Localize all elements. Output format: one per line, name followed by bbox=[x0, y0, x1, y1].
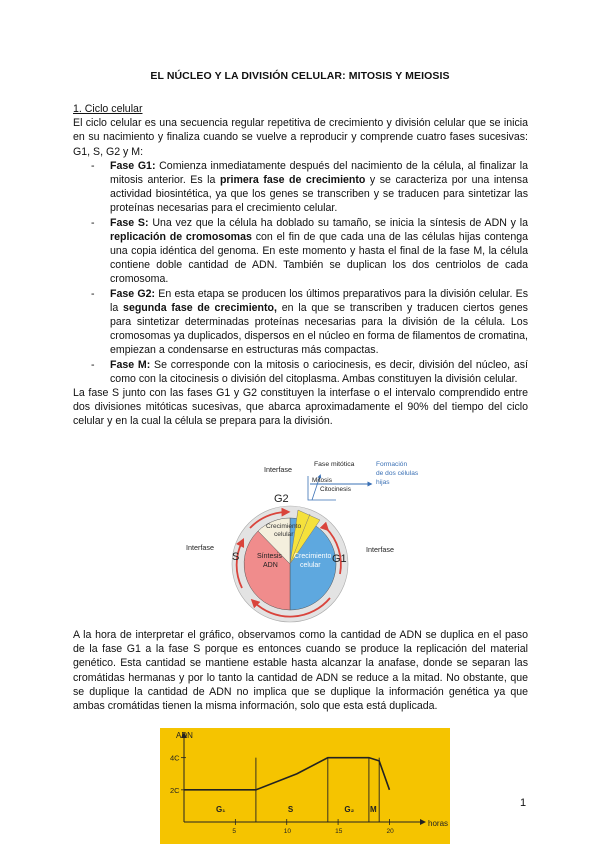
y-tick-label: 4C bbox=[170, 753, 180, 763]
label-crec2-a: Crecimiento bbox=[294, 553, 332, 560]
label-interfase-top: Interfase bbox=[264, 465, 292, 474]
body-text bbox=[73, 102, 528, 429]
x-tick-label: 10 bbox=[283, 828, 291, 835]
phase-label: M bbox=[370, 805, 377, 814]
x-tick-label: 20 bbox=[386, 828, 394, 835]
label-sintesis-b: ADN bbox=[263, 562, 278, 569]
label-s: S bbox=[232, 551, 240, 563]
label-crec2-b: celular bbox=[300, 562, 321, 569]
list-item: - Fase S: Una vez que la célula ha doblado su tamaño, se inicia la síntesis de ADN y la replicación de cromosomas con el fin de que cada una de las células hijas contenga una copia idéntica del genoma. En este momento y hasta el final de la fase M, la célula contiene doble cantidad de ADN. También se duplican los dos centriolos de cada cromosoma. bbox=[91, 216, 528, 286]
page-title: EL NÚCLEO Y LA DIVISIÓN CELULAR: MITOSIS Y MEIOSIS bbox=[150, 70, 450, 82]
label-mitosis: Mitosis bbox=[312, 477, 332, 484]
label-crec1-b: celular bbox=[274, 531, 294, 538]
list-item: - Fase G2: En esta etapa se producen los últimos preparativos para la división celular. Es la segunda fase de crecimiento, en la que se transcriben y traducen ciertos genes para sintetizar determinadas proteínas necesarias para la división de la célula. Los cromosomas ya duplicados, dispersos en el núcleo en forma de filamentos de cromatina, empiezan a condensarse en estructuras más compactas. bbox=[91, 287, 529, 357]
label-citocinesis: Citocinesis bbox=[320, 486, 351, 493]
cell-cycle-diagram bbox=[180, 456, 430, 626]
intro-paragraph: El ciclo celular es una secuencia regular repetitiva de crecimiento y división celular que se inicia en su nacimiento y finaliza cuando se vuelve a reproducir y comprende cuatro fases sucesivas: G1, S, G2 y M: bbox=[73, 117, 528, 158]
dna-graph bbox=[160, 728, 450, 844]
y-axis-label: ADN bbox=[176, 731, 193, 740]
section-heading: 1. Ciclo celular bbox=[73, 103, 143, 115]
list-item: - Fase G1: Comienza inmediatamente después del nacimiento de la célula, al finalizar la mitosis anterior. Es la primera fase de crecimiento y se caracteriza por una intensa actividad biosintética, ya que los genes se transcriben y se traducen para sintetizar las proteínas necesarias para el crecimiento celular. bbox=[91, 159, 529, 215]
graph-background bbox=[160, 728, 450, 844]
label-g1: G1 bbox=[332, 553, 347, 565]
label-g2: G2 bbox=[274, 493, 289, 505]
label-interfase-left: Interfase bbox=[186, 543, 214, 552]
phase-label: G₁ bbox=[215, 805, 226, 814]
label-fase-mitotica: Fase mitótica bbox=[314, 461, 355, 468]
label-sintesis-a: Síntesis bbox=[257, 553, 282, 560]
phase-list bbox=[73, 159, 528, 386]
x-tick-label: 15 bbox=[335, 828, 343, 835]
x-axis-label: horas bbox=[428, 819, 449, 828]
page-number: 1 bbox=[520, 797, 527, 809]
graph-explanation: A la hora de interpretar el gráfico, observamos como la cantidad de ADN se duplica en el paso de la fase G1 a la fase S porque es entonces cuando se produce la replicación del material genético. Esta cantidad se mantiene estable hasta alcanzar la anafase, donde se separan las cromátidas hermanas y por lo tanto la cantidad de ADN se reduce a la mitad. No obstante, que se duplique la cantidad de ADN no implica que se duplique la información genética ya que ambas cromátidas tienen la misma información, solo que esta está duplicada. bbox=[73, 629, 528, 713]
x-tick-label: 5 bbox=[232, 828, 236, 835]
phase-label: G₂ bbox=[344, 805, 355, 814]
list-item: - Fase M: Se corresponde con la mitosis o cariocinesis, es decir, división del núcleo, así como con la citocinesis o división del citoplasma. Ambas constituyen la división celular. bbox=[91, 358, 528, 385]
label-interfase-right: Interfase bbox=[366, 545, 394, 554]
label-formacion-2: de dos células bbox=[376, 470, 419, 477]
label-crec1-a: Crecimiento bbox=[266, 523, 302, 530]
y-tick-label: 2C bbox=[170, 785, 180, 795]
interphase-paragraph: La fase S junto con las fases G1 y G2 constituyen la interfase o el intervalo comprendido entre dos divisiones mitóticas sucesivas, que abarca aproximadamente el 90% del tiempo del ciclo celular y en la cual la célula se prepara para la división. bbox=[73, 387, 528, 428]
label-formacion-3: hijas bbox=[376, 479, 390, 486]
phase-label: S bbox=[287, 805, 294, 814]
label-formacion-1: Formación bbox=[376, 461, 408, 468]
